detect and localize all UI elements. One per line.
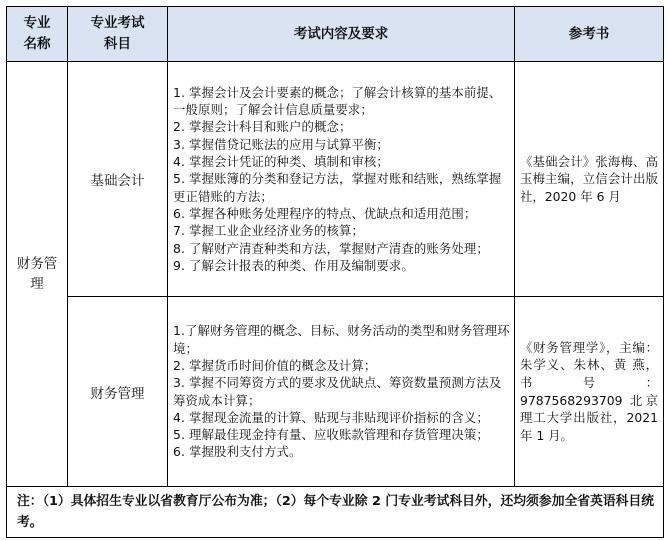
table-row [7, 297, 664, 487]
list-item: 4. 掌握会计凭证的种类、填制和审核； [173, 154, 389, 170]
header-reference-book: 参考书 [515, 7, 664, 62]
header-exam-subject [68, 7, 168, 62]
list-item: 3. 掌握不同筹资方式的要求及优缺点、筹资数量预测方法及筹资成本计算； [173, 375, 502, 408]
list-item: 1.了解财务管理的概念、目标、财务活动的类型和财务管理环境； [173, 323, 510, 356]
note-row [7, 487, 664, 538]
content-cell [168, 62, 515, 297]
header-major [7, 7, 68, 62]
reference-book-cell: 《基础会计》张海梅、高玉梅主编，立信会计出版社，2020 年 6 月 [515, 62, 664, 297]
header-major-text: 名称 [23, 36, 51, 52]
subject-cell: 基础会计 [68, 62, 168, 297]
list-item: 1. 掌握会计及会计要素的概念；了解会计核算的基本前提、 一般原则；了解会计信息质量要求； [173, 84, 502, 118]
list-item: 3. 掌握借贷记账法的应用与试算平衡； [173, 136, 389, 152]
list-item: 4. 掌握现金流量的计算、贴现与非贴现评价指标的含义； [173, 409, 489, 425]
major-name-text: 财务管 [16, 256, 58, 272]
exam-table-container [6, 6, 663, 538]
reference-book-cell: 《财务管理学》，主编：朱学义、朱林、黄 燕， 书 号 ：9787568293709 北京理工大学出版社，2021 年 1 月。 [515, 297, 664, 487]
major-name-text: 理 [30, 276, 44, 292]
list-item: 6. 掌握股利支付方式。 [173, 444, 302, 460]
list-item: 7. 掌握工业企业经济业务的核算； [173, 223, 364, 239]
table-row [7, 62, 664, 297]
header-content-requirements: 考试内容及要求 [168, 7, 515, 62]
list-item: 8. 了解财产清查种类和方法，掌握财产清查的账务处理； [173, 240, 489, 256]
list-item: 2. 掌握会计科目和账户的概念； [173, 119, 352, 135]
footnote: 注：（1）具体招生专业以省教育厅公布为准；（2）每个专业除 2 门专业考试科目外，还均须参加全省英语科目统考。 [7, 487, 664, 538]
header-major-text: 专业 [23, 15, 51, 31]
list-item: 6. 掌握各种账务处理程序的特点、优缺点和适用范围； [173, 205, 477, 221]
list-item: 2. 掌握货币时间价值的概念及计算； [173, 357, 377, 373]
header-exam-subject-text: 科目 [104, 36, 131, 52]
header-row [7, 7, 664, 62]
major-name-cell [7, 62, 68, 487]
header-exam-subject-text: 专业考试 [90, 15, 145, 31]
exam-subjects-table [6, 6, 664, 538]
list-item: 5. 理解最佳现金持有量、应收账款管理和存货管理决策； [173, 427, 489, 443]
content-cell [168, 297, 515, 487]
subject-cell: 财务管理 [68, 297, 168, 487]
list-item: 5. 掌握账簿的分类和登记方法，掌握对账和结账，熟练掌握更正错账的方法； [173, 171, 502, 204]
list-item: 9. 了解会计报表的种类、作用及编制要求。 [173, 257, 414, 273]
